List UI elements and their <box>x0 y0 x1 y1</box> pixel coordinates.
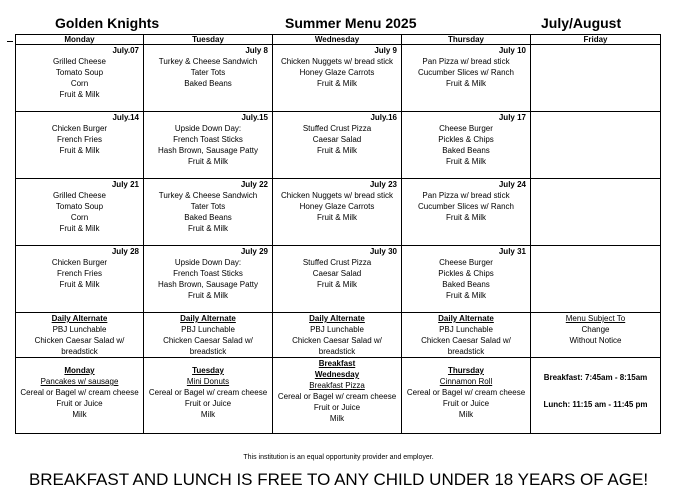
alternate-line2: Chicken Caesar Salad w/ breadstick <box>163 336 253 356</box>
menu-cell-friday <box>531 246 661 313</box>
menu-cell-wednesday <box>273 179 402 246</box>
menu-item: Fruit & Milk <box>59 90 100 99</box>
menu-cell-tuesday <box>144 45 273 112</box>
menu-item: Fruit & Milk <box>446 291 486 300</box>
menu-title: Summer Menu 2025 <box>285 15 417 31</box>
notice-cell <box>531 313 661 358</box>
menu-cell-tuesday <box>144 179 273 246</box>
breakfast-common: Milk <box>72 410 87 419</box>
day-header-wednesday: Wednesday <box>273 35 402 45</box>
menu-date: July 8 <box>245 46 268 55</box>
menu-item: Fruit & Milk <box>317 213 357 222</box>
menu-date: July 24 <box>498 180 526 189</box>
menu-item: Tomato Soup <box>55 68 104 77</box>
breakfast-item: Pancakes w/ sausage <box>40 377 119 386</box>
alternate-line2: Chicken Caesar Salad w/ breadstick <box>292 336 382 356</box>
menu-item: Pickles & Chips <box>438 269 494 278</box>
menu-item: Chicken Burger <box>51 124 108 133</box>
alternate-row <box>16 313 661 358</box>
alternate-cell <box>144 313 273 358</box>
breakfast-wednesday <box>273 358 402 434</box>
menu-date: July.07 <box>112 46 139 55</box>
alternate-line1: PBJ Lunchable <box>52 325 107 334</box>
day-header-tuesday: Tuesday <box>144 35 273 45</box>
menu-item: Tater Tots <box>190 68 226 77</box>
menu-cell-thursday <box>402 45 531 112</box>
breakfast-common: Fruit or Juice <box>184 399 232 408</box>
week-row <box>16 179 661 246</box>
menu-item: Pickles & Chips <box>438 135 494 144</box>
menu-date: July.15 <box>241 113 268 122</box>
menu-item: Fruit & Milk <box>188 224 228 233</box>
alternate-title: Daily Alternate <box>51 314 108 323</box>
menu-item: Grilled Cheese <box>53 57 106 66</box>
breakfast-thursday <box>402 358 531 434</box>
breakfast-common: Fruit or Juice <box>56 399 103 408</box>
menu-date: July 29 <box>240 247 268 256</box>
alternate-line2: Chicken Caesar Salad w/ breadstick <box>34 336 125 356</box>
menu-item: Grilled Cheese <box>53 191 106 200</box>
breakfast-common: Cereal or Bagel w/ cream cheese <box>148 388 268 397</box>
breakfast-label: Breakfast <box>318 359 356 368</box>
menu-cell-wednesday <box>273 45 402 112</box>
menu-item: Fruit & Milk <box>59 224 100 233</box>
menu-item: Stuffed Crust Pizza <box>302 124 372 133</box>
breakfast-common: Milk <box>458 410 474 419</box>
alternate-cell <box>402 313 531 358</box>
alternate-line1: PBJ Lunchable <box>439 325 493 334</box>
menu-item: Fruit & Milk <box>446 213 486 222</box>
menu-cell-friday <box>531 112 661 179</box>
breakfast-day: Wednesday <box>314 370 360 379</box>
menu-item: Cucumber Slices w/ Ranch <box>417 202 515 211</box>
menu-cell-wednesday <box>273 246 402 313</box>
menu-date: July 17 <box>498 113 526 122</box>
week-row <box>16 112 661 179</box>
menu-item: Stuffed Crust Pizza <box>302 258 372 267</box>
menu-cell-thursday <box>402 246 531 313</box>
breakfast-common: Cereal or Bagel w/ cream cheese <box>406 388 526 397</box>
menu-item: Honey Glaze Carrots <box>299 68 375 77</box>
menu-item: Fruit & Milk <box>446 157 486 166</box>
menu-item: Baked Beans <box>442 280 490 289</box>
menu-table <box>15 34 661 434</box>
menu-item: Fruit & Milk <box>59 146 100 155</box>
equal-opportunity-note: This institution is an equal opportunity provider and employer. <box>243 454 434 461</box>
menu-cell-tuesday <box>144 246 273 313</box>
menu-item: Caesar Salad <box>312 135 362 144</box>
lunch-time: Lunch: 11:15 am - 11:45 pm <box>543 400 648 409</box>
menu-item: Fruit & Milk <box>59 280 100 289</box>
menu-item: French Fries <box>57 269 102 278</box>
menu-date: July 31 <box>498 247 526 256</box>
breakfast-time: Breakfast: 7:45am - 8:15am <box>543 373 648 382</box>
menu-item: Cheese Burger <box>439 258 493 267</box>
menu-item: Fruit & Milk <box>317 280 357 289</box>
menu-cell-monday <box>16 45 144 112</box>
menu-item: Caesar Salad <box>312 269 362 278</box>
week-row <box>16 246 661 313</box>
breakfast-monday <box>16 358 144 434</box>
alternate-line1: PBJ Lunchable <box>181 325 235 334</box>
menu-item: Honey Glaze Carrots <box>299 202 375 211</box>
menu-date: July.14 <box>112 113 139 122</box>
alternate-line2: Chicken Caesar Salad w/ breadstick <box>421 336 511 356</box>
menu-item: Baked Beans <box>184 213 232 222</box>
menu-item: Tomato Soup <box>55 202 104 211</box>
menu-cell-monday <box>16 246 144 313</box>
menu-item: Fruit & Milk <box>317 146 357 155</box>
menu-item: Corn <box>70 213 89 222</box>
alternate-title: Daily Alternate <box>309 314 365 323</box>
menu-cell-monday <box>16 179 144 246</box>
menu-item: Hash Brown, Sausage Patty <box>157 280 259 289</box>
month-label: July/August <box>541 15 622 31</box>
alternate-cell <box>16 313 144 358</box>
day-header-monday: Monday <box>16 35 144 45</box>
meal-times-cell <box>531 358 661 434</box>
menu-item: Tater Tots <box>190 202 226 211</box>
week-row <box>16 45 661 112</box>
alternate-title: Daily Alternate <box>180 314 236 323</box>
menu-cell-friday <box>531 179 661 246</box>
menu-cell-thursday <box>402 112 531 179</box>
menu-item: Corn <box>70 79 89 88</box>
weeks-body <box>16 45 661 313</box>
breakfast-tuesday <box>144 358 273 434</box>
breakfast-common: Milk <box>200 410 216 419</box>
breakfast-common: Cereal or Bagel w/ cream cheese <box>277 392 397 401</box>
alternate-title: Daily Alternate <box>438 314 494 323</box>
menu-cell-thursday <box>402 179 531 246</box>
breakfast-row <box>16 358 661 434</box>
menu-item: Cucumber Slices w/ Ranch <box>417 68 515 77</box>
menu-item: Upside Down Day: <box>174 258 242 267</box>
breakfast-day: Tuesday <box>192 366 224 375</box>
menu-item: Chicken Nuggets w/ bread stick <box>280 57 394 66</box>
breakfast-common: Milk <box>329 414 345 423</box>
menu-item: Baked Beans <box>184 79 232 88</box>
alternate-cell <box>273 313 402 358</box>
menu-date: July 30 <box>369 247 397 256</box>
menu-item: French Toast Sticks <box>173 135 243 144</box>
menu-item: Baked Beans <box>442 146 490 155</box>
free-meals-banner: BREAKFAST AND LUNCH IS FREE TO ANY CHILD UNDER 18 YEARS OF AGE! <box>28 470 649 489</box>
menu-item: Pan Pizza w/ bread stick <box>422 191 510 200</box>
menu-item: Fruit & Milk <box>188 291 228 300</box>
menu-item: Chicken Burger <box>51 258 108 267</box>
menu-cell-wednesday <box>273 112 402 179</box>
menu-item: Chicken Nuggets w/ bread stick <box>280 191 394 200</box>
menu-item: Turkey & Cheese Sandwich <box>158 191 258 200</box>
margin-tick <box>7 41 13 42</box>
menu-cell-friday <box>531 45 661 112</box>
menu-item: Pan Pizza w/ bread stick <box>422 57 510 66</box>
school-name: Golden Knights <box>55 15 160 31</box>
menu-item: French Fries <box>57 135 102 144</box>
day-header-friday: Friday <box>531 35 661 45</box>
menu-item: Fruit & Milk <box>446 79 486 88</box>
menu-item: Fruit & Milk <box>317 79 357 88</box>
menu-cell-tuesday <box>144 112 273 179</box>
menu-item: Upside Down Day: <box>174 124 242 133</box>
menu-item: French Toast Sticks <box>173 269 243 278</box>
menu-date: July 9 <box>374 46 397 55</box>
notice-line3: Without Notice <box>569 336 622 345</box>
breakfast-common: Fruit or Juice <box>442 399 490 408</box>
breakfast-common: Fruit or Juice <box>313 403 361 412</box>
breakfast-item: Cinnamon Roll <box>439 377 493 386</box>
menu-date: July 21 <box>111 180 139 189</box>
notice-line1: Menu Subject To <box>565 314 626 323</box>
menu-date: July.16 <box>370 113 397 122</box>
menu-date: July 22 <box>240 180 268 189</box>
breakfast-day: Thursday <box>447 366 484 375</box>
day-header-row <box>16 35 661 45</box>
menu-item: Cheese Burger <box>439 124 493 133</box>
notice-line2: Change <box>581 325 610 334</box>
menu-date: July 10 <box>498 46 526 55</box>
menu-cell-monday <box>16 112 144 179</box>
day-header-thursday: Thursday <box>402 35 531 45</box>
menu-item: Fruit & Milk <box>188 157 228 166</box>
menu-item: Hash Brown, Sausage Patty <box>157 146 259 155</box>
breakfast-day: Monday <box>64 366 95 375</box>
menu-date: July 23 <box>369 180 397 189</box>
menu-date: July 28 <box>111 247 139 256</box>
alternate-line1: PBJ Lunchable <box>310 325 364 334</box>
breakfast-item: Breakfast Pizza <box>309 381 365 390</box>
menu-item: Turkey & Cheese Sandwich <box>158 57 258 66</box>
breakfast-item: Mini Donuts <box>186 377 230 386</box>
breakfast-common: Cereal or Bagel w/ cream cheese <box>20 388 139 397</box>
